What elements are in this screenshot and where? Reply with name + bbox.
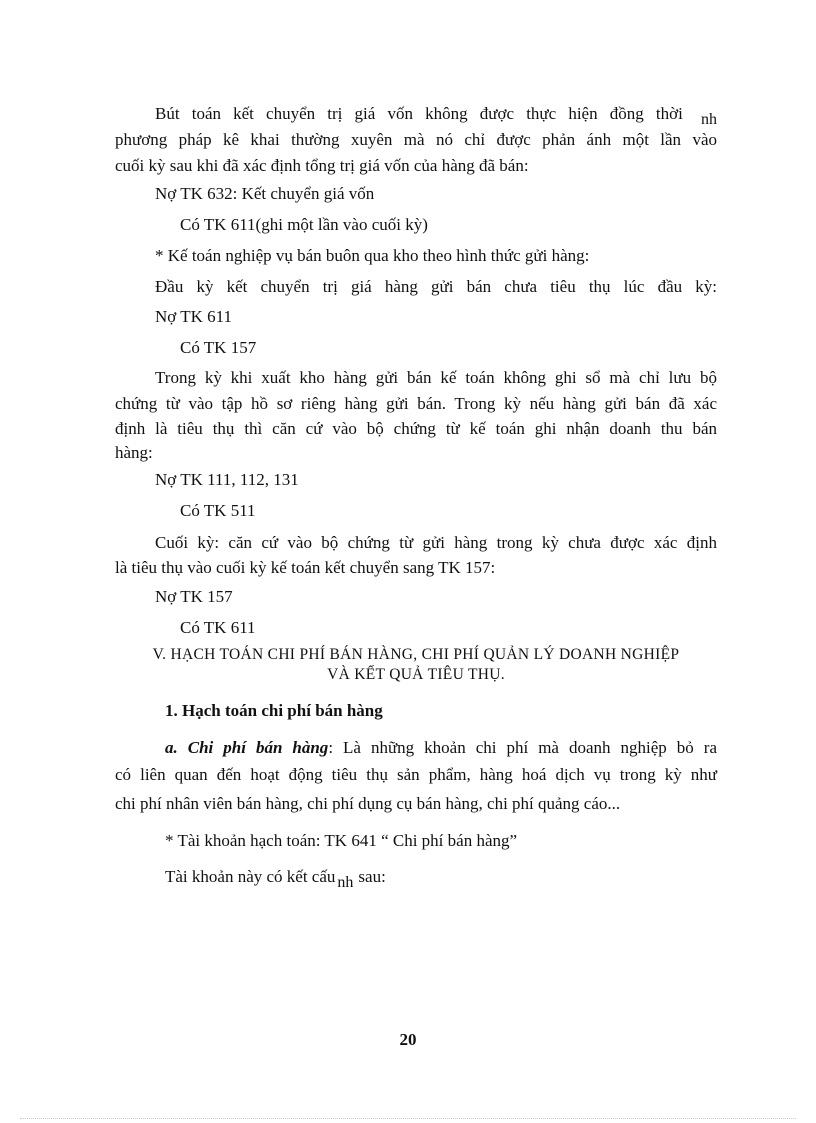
entry4-credit: Có TK 611	[180, 618, 256, 637]
paragraph2-line4: hàng:	[115, 443, 153, 462]
selling-cost-line2: có liên quan đến hoạt động tiêu thụ sản phẩm, hàng hoá dịch vụ trong kỳ như	[115, 765, 717, 784]
account-line: * Tài khoản hạch toán: TK 641 “ Chi phí bán hàng”	[165, 831, 518, 850]
consignment-heading: * Kế toán nghiệp vụ bán buôn qua kho theo hình thức gửi hàng:	[155, 246, 590, 265]
page-number: 20	[399, 1030, 417, 1049]
selling-cost-line1-rest: : Là những khoản chi phí mà doanh nghiệp bỏ ra	[328, 738, 717, 757]
entry3-debit: Nợ TK 111, 112, 131	[155, 470, 299, 489]
structure-line-mid: nh	[337, 874, 354, 891]
entry3-credit: Có TK 511	[180, 501, 256, 520]
selling-cost-line1	[115, 737, 717, 759]
paragraph1-line2: phương pháp kê khai thường xuyên mà nó chỉ được phản ánh một lần vào	[115, 130, 717, 149]
structure-line-pre: Tài khoản này có kết cấu	[165, 867, 336, 886]
paragraph1-line1-tail: nh	[701, 111, 717, 128]
paragraph3-line2: là tiêu thụ vào cuối kỳ kế toán kết chuyển sang TK 157:	[115, 558, 496, 577]
section-heading-line2: VÀ KẾT QUẢ TIÊU THỤ.	[327, 666, 505, 683]
structure-line-post: sau:	[358, 867, 386, 886]
entry1-debit: Nợ TK 632: Kết chuyển giá vốn	[155, 184, 375, 203]
selling-cost-line3: chi phí nhân viên bán hàng, chi phí dụng cụ bán hàng, chi phí quảng cáo...	[115, 794, 621, 813]
paragraph3-line1-text: Cuối kỳ: căn cứ vào bộ chứng từ gửi hàng trong kỳ chưa được xác định	[155, 533, 717, 552]
entry4-debit: Nợ TK 157	[155, 587, 233, 606]
paragraph1-line3: cuối kỳ sau khi đã xác định tổng trị giá vốn của hàng đã bán:	[115, 156, 529, 175]
structure-line	[165, 866, 767, 889]
paragraph2-line1	[115, 367, 717, 389]
paragraph2-line2: chứng từ vào tập hồ sơ riêng hàng gửi bán. Trong kỳ nếu hàng gửi bán đã xác	[115, 394, 717, 413]
entry2-debit: Nợ TK 611	[155, 307, 232, 326]
opening-line: Đầu kỳ kết chuyển trị giá hàng gửi bán chưa tiêu thụ lúc đầu kỳ:	[155, 277, 717, 296]
page-bottom-divider	[20, 1118, 796, 1119]
section-heading-line1: V. HẠCH TOÁN CHI PHÍ BÁN HÀNG, CHI PHÍ QUẢN LÝ DOANH NGHIỆP	[152, 646, 680, 663]
entry2-credit: Có TK 157	[180, 338, 257, 357]
entry1-credit: Có TK 611(ghi một lần vào cuối kỳ)	[180, 215, 428, 234]
paragraph3-line1	[115, 532, 717, 554]
paragraph1-line1-text: Bút toán kết chuyển trị giá vốn không được thực hiện đồng thời	[155, 104, 683, 123]
paragraph2-line3: định là tiêu thụ thì căn cứ vào bộ chứng từ kế toán ghi nhận doanh thu bán	[115, 419, 717, 438]
paragraph2-line1-text: Trong kỳ khi xuất kho hàng gửi bán kế toán không ghi sổ mà chỉ lưu bộ	[155, 368, 717, 387]
paragraph1-line1	[115, 103, 717, 126]
selling-cost-label: a. Chi phí bán hàng	[165, 738, 329, 757]
subsection-title: 1. Hạch toán chi phí bán hàng	[165, 701, 383, 720]
